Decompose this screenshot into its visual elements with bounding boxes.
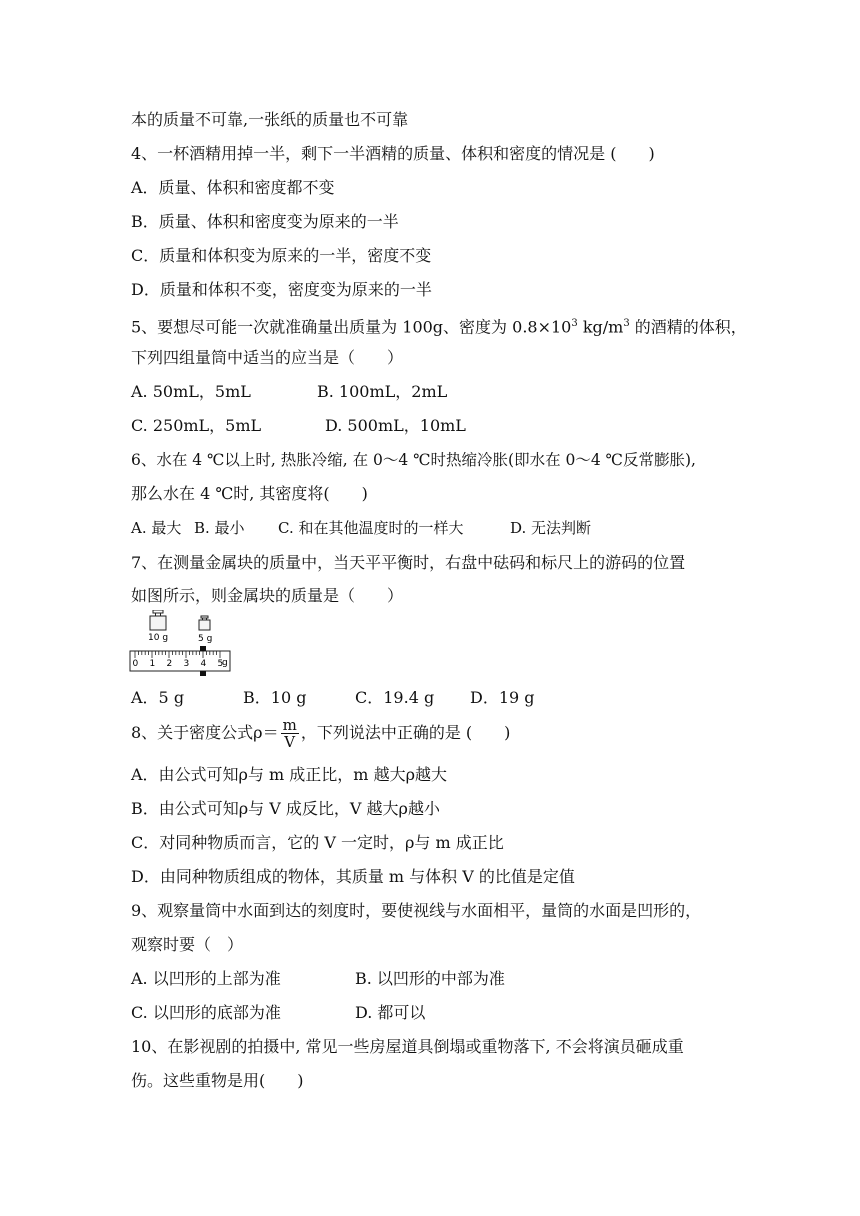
option-a: A. 以凹形的上部为准 [131, 969, 281, 988]
question-10-stem: 10、在影视剧的拍摄中, 常见一些房屋道具倒塌或重物落下, 不会将演员砸成重 [131, 1037, 684, 1056]
rider-marker [200, 671, 206, 676]
question-8-stem [131, 716, 510, 750]
option-c: C．19.4 g [355, 688, 435, 707]
option-c: C．对同种物质而言，它的 V 一定时，ρ与 m 成正比 [131, 833, 504, 852]
question-5-stem [131, 313, 747, 338]
balance-figure [129, 610, 231, 680]
q5-text-2: kg/m [577, 317, 624, 337]
question-5-line2: 下列四组量筒中适当的应当是（ ） [131, 348, 404, 367]
question-4-stem: 4、一杯酒精用掉一半，剩下一半酒精的质量、体积和密度的情况是 ( ) [131, 144, 655, 163]
option-b: B. 100mL，2mL [317, 382, 448, 401]
tick-label: 1 [149, 659, 156, 669]
option-c: C. 和在其他温度时的一样大 [278, 519, 464, 537]
option-d: D．质量和体积不变，密度变为原来的一半 [131, 280, 432, 299]
density-formula [281, 717, 299, 750]
tick-label: 0 [132, 659, 139, 669]
option-c: C. 250mL，5mL [131, 416, 262, 435]
formula-denominator: V [284, 733, 296, 751]
option-c: C. 以凹形的底部为准 [131, 1003, 281, 1022]
option-b: B. 以凹形的中部为准 [355, 969, 505, 988]
option-d: D．19 g [470, 688, 535, 707]
tick-label: 4 [200, 659, 207, 669]
q5-text-3: 的酒精的体积， [629, 317, 747, 337]
rider-marker [200, 646, 206, 651]
question-6-line2: 那么水在 4 ℃时, 其密度将( ) [131, 484, 368, 503]
option-d: D. 500mL，10mL [325, 416, 466, 435]
tick-label: 5 [217, 659, 224, 669]
formula-numerator: m [282, 716, 297, 734]
q8-prefix: 8、关于密度公式ρ＝ [131, 723, 279, 742]
q8-suffix: ，下列说法中正确的是 ( ) [300, 723, 511, 742]
question-10-line2: 伤。这些重物是用( ) [131, 1071, 304, 1090]
scale-unit: g [222, 658, 228, 668]
option-b: B．10 g [243, 688, 307, 707]
question-9-stem: 9、观察量筒中水面到达的刻度时，要使视线与水面相平，量筒的水面是凹形的， [131, 901, 702, 920]
option-a: A．5 g [131, 688, 185, 707]
text-line: 本的质量不可靠,一张纸的质量也不可靠 [131, 110, 409, 129]
option-c: C．质量和体积变为原来的一半，密度不变 [131, 246, 432, 265]
option-d: D．由同种物质组成的物体，其质量 m 与体积 V 的比值是定值 [131, 867, 575, 886]
option-a: A. 50mL，5mL [131, 382, 251, 401]
weight-10g-icon [150, 610, 166, 630]
option-d: D. 无法判断 [510, 519, 592, 537]
weight-5g-label: 5 g [198, 634, 213, 644]
option-a: A．由公式可知ρ与 m 成正比，m 越大ρ越大 [131, 765, 447, 784]
weight-10g-label: 10 g [148, 633, 169, 643]
option-d: D. 都可以 [355, 1003, 426, 1022]
option-a: A．质量、体积和密度都不变 [131, 178, 335, 197]
question-6-stem: 6、水在 4 ℃以上时, 热胀冷缩, 在 0～4 ℃时热缩冷胀(即水在 0～4 ℃反常膨胀), [131, 451, 696, 469]
q5-text-1: 5、要想尽可能一次就准确量出质量为 100g、密度为 0.8×10 [131, 317, 572, 337]
tick-label: 3 [183, 659, 190, 669]
option-a: A. 最大 [131, 519, 182, 537]
question-7-line2: 如图所示，则金属块的质量是（ ） [131, 586, 404, 605]
question-9-line2: 观察时要（ ） [131, 935, 244, 954]
question-7-stem: 7、在测量金属块的质量中，当天平平衡时，右盘中砝码和标尺上的游码的位置 [131, 553, 686, 572]
option-b: B．质量、体积和密度变为原来的一半 [131, 212, 399, 231]
q5-exponent-2: 3 [623, 318, 630, 329]
option-b: B．由公式可知ρ与 V 成反比，V 越大ρ越小 [131, 799, 440, 818]
option-b: B. 最小 [194, 519, 245, 537]
weight-5g-icon [199, 616, 210, 630]
tick-label: 2 [166, 659, 173, 669]
q5-exponent: 3 [571, 318, 578, 329]
